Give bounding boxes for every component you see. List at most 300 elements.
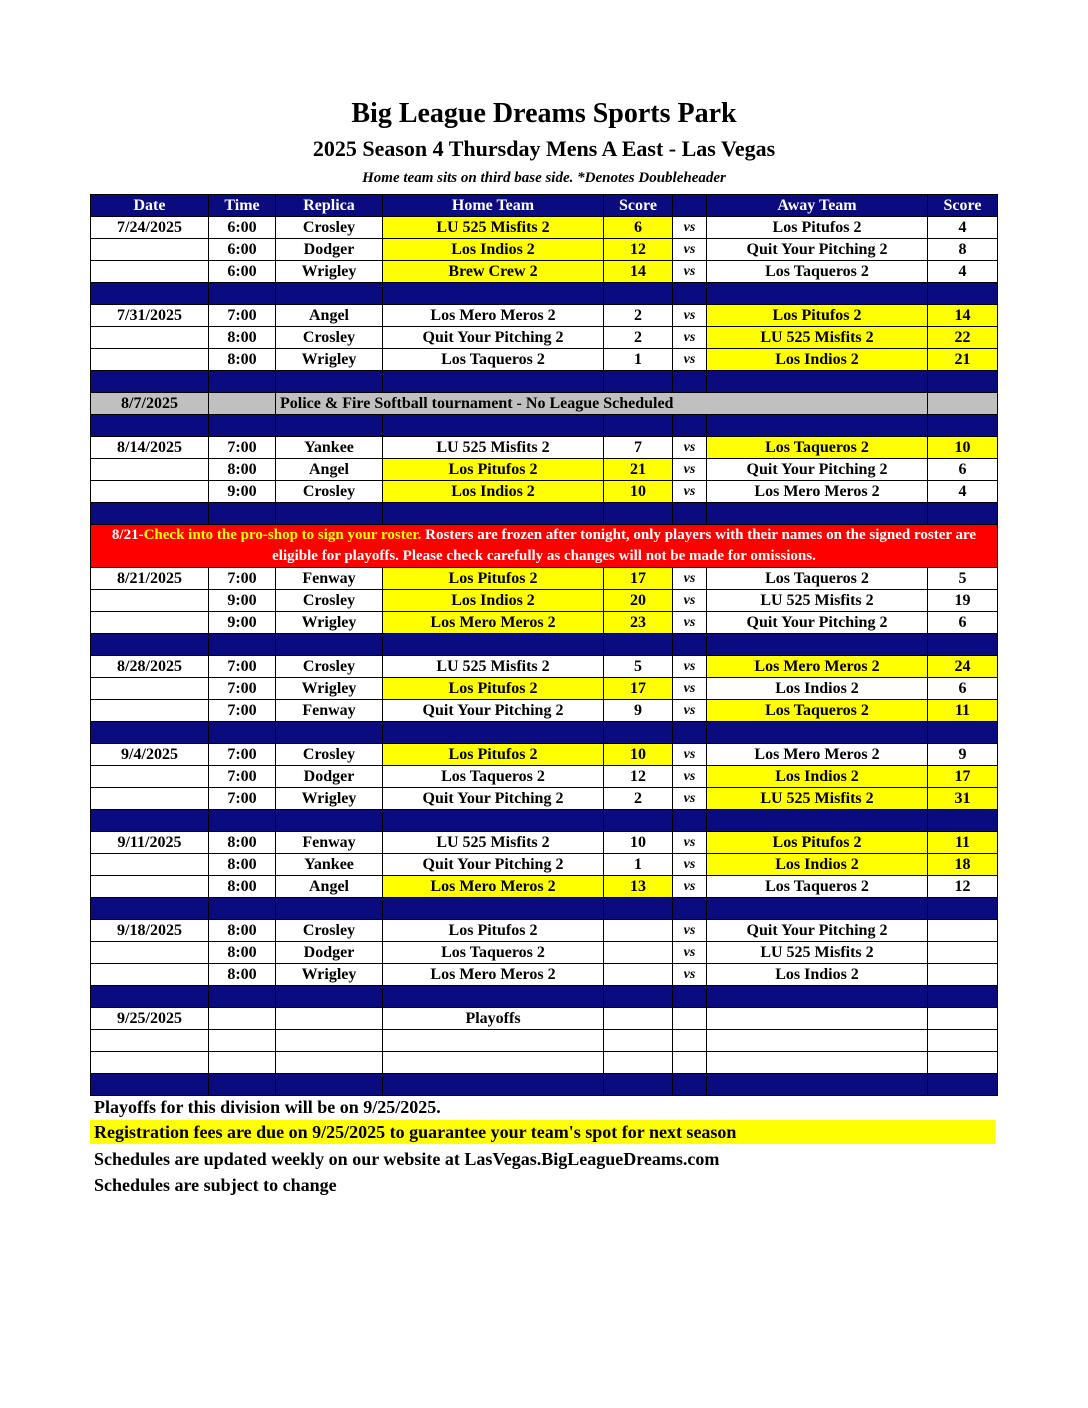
time-cell: 8:00 — [209, 832, 276, 854]
away-score-cell: 11 — [928, 832, 998, 854]
game-row — [91, 612, 998, 634]
date-cell — [91, 788, 209, 810]
separator-row — [91, 283, 998, 305]
separator-cell — [276, 722, 383, 744]
separator-cell — [604, 986, 673, 1008]
separator-cell — [604, 722, 673, 744]
home-score-cell: 10 — [604, 481, 673, 503]
separator-cell — [928, 898, 998, 920]
away-score-cell: 4 — [928, 217, 998, 239]
home-score-cell — [604, 964, 673, 986]
home-team-cell: Los Mero Meros 2 — [383, 876, 604, 898]
separator-cell — [604, 1074, 673, 1096]
separator-cell — [604, 415, 673, 437]
time-cell: 8:00 — [209, 854, 276, 876]
date-cell — [91, 854, 209, 876]
notice-text: Rosters are frozen after tonight, only players with their names on the signed roster are eligible for playoffs. Please check carefully as changes will not be made for omissions. — [272, 527, 977, 564]
away-score-cell: 14 — [928, 305, 998, 327]
separator-cell — [91, 722, 209, 744]
replica-field-cell: Fenway — [276, 700, 383, 722]
separator-cell — [383, 1074, 604, 1096]
away-team-cell: Los Mero Meros 2 — [707, 744, 928, 766]
game-row — [91, 305, 998, 327]
separator-cell — [209, 986, 276, 1008]
no-games-row — [91, 393, 998, 415]
away-score-cell — [928, 920, 998, 942]
separator-cell — [707, 634, 928, 656]
replica-field-cell: Dodger — [276, 239, 383, 261]
away-team-cell: Quit Your Pitching 2 — [707, 920, 928, 942]
col-home-team-header: Home Team — [383, 195, 604, 217]
separator-cell — [91, 503, 209, 525]
date-cell: 7/31/2025 — [91, 305, 209, 327]
game-row — [91, 349, 998, 371]
separator-cell — [276, 1074, 383, 1096]
away-team-cell: Quit Your Pitching 2 — [707, 612, 928, 634]
separator-cell — [383, 371, 604, 393]
vs-cell: vs — [673, 239, 707, 261]
date-cell — [91, 459, 209, 481]
separator-cell — [673, 371, 707, 393]
home-team-cell: Los Pitufos 2 — [383, 459, 604, 481]
home-team-cell: Los Taqueros 2 — [383, 942, 604, 964]
replica-field-cell: Dodger — [276, 766, 383, 788]
away-team-cell: Los Taqueros 2 — [707, 437, 928, 459]
schedule-body — [91, 217, 998, 1096]
vs-cell: vs — [673, 217, 707, 239]
away-team-cell: LU 525 Misfits 2 — [707, 327, 928, 349]
away-score-cell: 5 — [928, 568, 998, 590]
separator-cell — [276, 810, 383, 832]
blank-row — [91, 1052, 998, 1074]
home-score-cell: 13 — [604, 876, 673, 898]
separator-cell — [928, 810, 998, 832]
away-score-cell: 11 — [928, 700, 998, 722]
replica-field-cell: Fenway — [276, 832, 383, 854]
separator-cell — [928, 722, 998, 744]
away-score-cell: 24 — [928, 656, 998, 678]
away-score-cell: 18 — [928, 854, 998, 876]
replica-field-cell: Wrigley — [276, 678, 383, 700]
game-row — [91, 832, 998, 854]
away-team-cell: Quit Your Pitching 2 — [707, 239, 928, 261]
game-row — [91, 656, 998, 678]
separator-cell — [209, 503, 276, 525]
col-replica-header: Replica — [276, 195, 383, 217]
vs-cell: vs — [673, 744, 707, 766]
blank-cell — [276, 1030, 383, 1052]
date-cell — [91, 700, 209, 722]
time-cell — [209, 393, 276, 415]
time-cell: 8:00 — [209, 327, 276, 349]
away-team-cell: Los Indios 2 — [707, 964, 928, 986]
blank-cell — [91, 1052, 209, 1074]
separator-row — [91, 371, 998, 393]
home-score-cell: 10 — [604, 832, 673, 854]
home-score-cell: 2 — [604, 305, 673, 327]
separator-cell — [91, 810, 209, 832]
home-team-cell: Los Mero Meros 2 — [383, 305, 604, 327]
vs-cell: vs — [673, 942, 707, 964]
time-cell — [209, 1008, 276, 1030]
home-team-cell: Quit Your Pitching 2 — [383, 327, 604, 349]
vs-cell — [673, 1008, 707, 1030]
game-row — [91, 920, 998, 942]
col-date-header: Date — [91, 195, 209, 217]
time-cell: 7:00 — [209, 700, 276, 722]
home-team-cell: Los Pitufos 2 — [383, 920, 604, 942]
blank-cell — [928, 1052, 998, 1074]
away-score-cell: 6 — [928, 612, 998, 634]
replica-field-cell: Yankee — [276, 437, 383, 459]
separator-cell — [673, 722, 707, 744]
no-games-message: Police & Fire Softball tournament - No League Scheduled — [276, 393, 928, 415]
replica-field-cell: Crosley — [276, 217, 383, 239]
separator-cell — [276, 986, 383, 1008]
separator-cell — [673, 810, 707, 832]
separator-cell — [707, 1074, 928, 1096]
playoffs-label: Playoffs — [383, 1008, 604, 1030]
page-title: Big League Dreams Sports Park — [351, 98, 737, 129]
col-time-header: Time — [209, 195, 276, 217]
separator-cell — [383, 722, 604, 744]
replica-field-cell: Angel — [276, 459, 383, 481]
date-cell: 8/28/2025 — [91, 656, 209, 678]
date-cell: 8/14/2025 — [91, 437, 209, 459]
vs-cell: vs — [673, 612, 707, 634]
separator-row — [91, 503, 998, 525]
away-score-cell — [928, 1008, 998, 1030]
date-cell — [91, 678, 209, 700]
time-cell: 7:00 — [209, 568, 276, 590]
blank-cell — [673, 1030, 707, 1052]
home-score-cell: 12 — [604, 239, 673, 261]
replica-field-cell: Fenway — [276, 568, 383, 590]
col-away-team-header: Away Team — [707, 195, 928, 217]
separator-cell — [209, 722, 276, 744]
replica-field-cell: Angel — [276, 876, 383, 898]
home-team-cell: Los Indios 2 — [383, 481, 604, 503]
game-row — [91, 700, 998, 722]
date-cell — [91, 261, 209, 283]
separator-cell — [707, 722, 928, 744]
vs-cell: vs — [673, 590, 707, 612]
vs-cell: vs — [673, 678, 707, 700]
separator-cell — [604, 898, 673, 920]
date-cell: 9/25/2025 — [91, 1008, 209, 1030]
separator-cell — [707, 810, 928, 832]
home-score-cell: 14 — [604, 261, 673, 283]
game-row — [91, 327, 998, 349]
home-team-cell: Los Indios 2 — [383, 590, 604, 612]
separator-cell — [383, 503, 604, 525]
away-team-cell: Los Indios 2 — [707, 766, 928, 788]
vs-cell: vs — [673, 349, 707, 371]
away-team-cell — [707, 1008, 928, 1030]
away-score-cell: 8 — [928, 239, 998, 261]
away-team-cell: LU 525 Misfits 2 — [707, 788, 928, 810]
col-home-score-header: Score — [604, 195, 673, 217]
game-row — [91, 854, 998, 876]
notice-date: 8/21- — [111, 527, 144, 543]
away-team-cell: Los Taqueros 2 — [707, 876, 928, 898]
separator-cell — [276, 371, 383, 393]
game-row — [91, 788, 998, 810]
away-score-cell: 17 — [928, 766, 998, 788]
replica-field-cell: Wrigley — [276, 261, 383, 283]
separator-cell — [91, 283, 209, 305]
blank-cell — [604, 1030, 673, 1052]
away-score-cell — [928, 964, 998, 986]
separator-row — [91, 986, 998, 1008]
separator-cell — [928, 634, 998, 656]
date-cell: 8/21/2025 — [91, 568, 209, 590]
separator-cell — [91, 371, 209, 393]
vs-cell: vs — [673, 568, 707, 590]
vs-cell: vs — [673, 437, 707, 459]
home-score-cell: 12 — [604, 766, 673, 788]
home-team-cell: Los Mero Meros 2 — [383, 612, 604, 634]
separator-cell — [673, 283, 707, 305]
blank-cell — [707, 1030, 928, 1052]
vs-cell: vs — [673, 700, 707, 722]
date-cell — [91, 481, 209, 503]
separator-row — [91, 810, 998, 832]
away-score-cell: 4 — [928, 481, 998, 503]
table-header-row — [91, 195, 998, 217]
replica-field-cell: Dodger — [276, 942, 383, 964]
away-score-cell — [928, 393, 998, 415]
separator-cell — [707, 503, 928, 525]
separator-cell — [673, 503, 707, 525]
page-subtitle: 2025 Season 4 Thursday Mens A East - Las Vegas — [312, 136, 776, 161]
separator-cell — [209, 1074, 276, 1096]
time-cell: 7:00 — [209, 437, 276, 459]
replica-field-cell: Crosley — [276, 744, 383, 766]
date-cell — [91, 239, 209, 261]
replica-field-cell: Crosley — [276, 920, 383, 942]
separator-cell — [91, 1074, 209, 1096]
date-cell — [91, 876, 209, 898]
blank-cell — [276, 1052, 383, 1074]
separator-cell — [928, 986, 998, 1008]
game-row — [91, 217, 998, 239]
replica-field-cell: Angel — [276, 305, 383, 327]
away-team-cell: Los Taqueros 2 — [707, 700, 928, 722]
separator-cell — [707, 898, 928, 920]
away-score-cell: 6 — [928, 459, 998, 481]
separator-cell — [707, 371, 928, 393]
away-score-cell: 10 — [928, 437, 998, 459]
date-cell: 9/11/2025 — [91, 832, 209, 854]
col-away-score-header: Score — [928, 195, 998, 217]
game-row — [91, 459, 998, 481]
vs-cell: vs — [673, 656, 707, 678]
away-score-cell: 12 — [928, 876, 998, 898]
away-team-cell: LU 525 Misfits 2 — [707, 590, 928, 612]
away-team-cell: Los Pitufos 2 — [707, 217, 928, 239]
date-cell — [91, 327, 209, 349]
vs-cell: vs — [673, 261, 707, 283]
home-score-cell: 1 — [604, 854, 673, 876]
away-score-cell: 6 — [928, 678, 998, 700]
away-team-cell: Los Taqueros 2 — [707, 568, 928, 590]
date-cell — [91, 349, 209, 371]
separator-cell — [604, 283, 673, 305]
game-row — [91, 481, 998, 503]
time-cell: 7:00 — [209, 788, 276, 810]
time-cell: 9:00 — [209, 612, 276, 634]
separator-cell — [383, 810, 604, 832]
time-cell: 7:00 — [209, 305, 276, 327]
separator-row — [91, 722, 998, 744]
game-row — [91, 261, 998, 283]
away-team-cell: Los Mero Meros 2 — [707, 656, 928, 678]
home-team-cell: Los Taqueros 2 — [383, 766, 604, 788]
home-team-cell: LU 525 Misfits 2 — [383, 437, 604, 459]
separator-cell — [209, 415, 276, 437]
away-score-cell: 31 — [928, 788, 998, 810]
replica-field-cell: Wrigley — [276, 964, 383, 986]
separator-row — [91, 634, 998, 656]
replica-field-cell: Crosley — [276, 590, 383, 612]
blank-cell — [209, 1030, 276, 1052]
home-team-cell: Los Pitufos 2 — [383, 678, 604, 700]
separator-cell — [928, 1074, 998, 1096]
vs-cell: vs — [673, 788, 707, 810]
separator-cell — [91, 415, 209, 437]
away-score-cell: 19 — [928, 590, 998, 612]
separator-cell — [91, 986, 209, 1008]
away-score-cell: 4 — [928, 261, 998, 283]
vs-cell: vs — [673, 876, 707, 898]
separator-cell — [673, 986, 707, 1008]
home-team-cell: Los Taqueros 2 — [383, 349, 604, 371]
time-cell: 8:00 — [209, 942, 276, 964]
home-team-cell: Los Pitufos 2 — [383, 568, 604, 590]
away-team-cell: Los Pitufos 2 — [707, 832, 928, 854]
date-cell: 8/7/2025 — [91, 393, 209, 415]
time-cell: 7:00 — [209, 678, 276, 700]
separator-cell — [276, 415, 383, 437]
vs-cell: vs — [673, 766, 707, 788]
blank-row — [91, 1030, 998, 1052]
time-cell: 7:00 — [209, 656, 276, 678]
time-cell: 8:00 — [209, 876, 276, 898]
time-cell: 8:00 — [209, 964, 276, 986]
separator-cell — [707, 283, 928, 305]
footer-website-note: Schedules are updated weekly on our website at LasVegas.BigLeagueDreams.com — [94, 1149, 720, 1169]
roster-notice — [91, 525, 998, 568]
blank-cell — [673, 1052, 707, 1074]
date-cell — [91, 964, 209, 986]
home-score-cell: 2 — [604, 788, 673, 810]
separator-cell — [91, 634, 209, 656]
replica-field-cell: Crosley — [276, 327, 383, 349]
away-team-cell: Los Taqueros 2 — [707, 261, 928, 283]
separator-cell — [276, 503, 383, 525]
separator-cell — [276, 634, 383, 656]
blank-cell — [707, 1052, 928, 1074]
separator-cell — [209, 810, 276, 832]
game-row — [91, 437, 998, 459]
time-cell: 8:00 — [209, 349, 276, 371]
home-score-cell: 6 — [604, 217, 673, 239]
away-team-cell: Los Indios 2 — [707, 349, 928, 371]
game-row — [91, 239, 998, 261]
replica-field-cell: Crosley — [276, 481, 383, 503]
separator-cell — [673, 634, 707, 656]
home-team-cell: Quit Your Pitching 2 — [383, 854, 604, 876]
separator-cell — [604, 634, 673, 656]
home-score-cell: 23 — [604, 612, 673, 634]
home-team-cell: Quit Your Pitching 2 — [383, 788, 604, 810]
away-score-cell — [928, 942, 998, 964]
separator-cell — [91, 898, 209, 920]
replica-field-cell: Wrigley — [276, 788, 383, 810]
separator-cell — [209, 283, 276, 305]
away-score-cell: 21 — [928, 349, 998, 371]
vs-cell: vs — [673, 327, 707, 349]
playoffs-row — [91, 1008, 998, 1030]
date-cell: 9/18/2025 — [91, 920, 209, 942]
time-cell: 9:00 — [209, 481, 276, 503]
home-team-cell: LU 525 Misfits 2 — [383, 656, 604, 678]
vs-cell: vs — [673, 305, 707, 327]
date-cell: 7/24/2025 — [91, 217, 209, 239]
separator-cell — [383, 898, 604, 920]
home-team-cell: Los Pitufos 2 — [383, 744, 604, 766]
home-score-cell: 17 — [604, 568, 673, 590]
separator-cell — [707, 986, 928, 1008]
home-team-cell: Quit Your Pitching 2 — [383, 700, 604, 722]
vs-cell: vs — [673, 854, 707, 876]
away-score-cell: 22 — [928, 327, 998, 349]
away-team-cell: Los Indios 2 — [707, 854, 928, 876]
replica-field-cell — [276, 1008, 383, 1030]
home-score-cell — [604, 942, 673, 964]
separator-cell — [383, 283, 604, 305]
separator-cell — [928, 503, 998, 525]
separator-cell — [928, 371, 998, 393]
home-score-cell: 21 — [604, 459, 673, 481]
blank-cell — [383, 1052, 604, 1074]
replica-field-cell: Wrigley — [276, 349, 383, 371]
roster-notice-row — [91, 525, 998, 568]
game-row — [91, 590, 998, 612]
date-cell — [91, 766, 209, 788]
home-score-cell — [604, 1008, 673, 1030]
separator-cell — [604, 503, 673, 525]
game-row — [91, 678, 998, 700]
away-team-cell: Los Indios 2 — [707, 678, 928, 700]
separator-cell — [928, 283, 998, 305]
blank-cell — [383, 1030, 604, 1052]
vs-cell: vs — [673, 920, 707, 942]
time-cell: 7:00 — [209, 744, 276, 766]
separator-cell — [673, 415, 707, 437]
home-score-cell: 5 — [604, 656, 673, 678]
replica-field-cell: Yankee — [276, 854, 383, 876]
date-cell: 9/4/2025 — [91, 744, 209, 766]
time-cell: 7:00 — [209, 766, 276, 788]
notice-highlight: Check into the pro-shop to sign your roster. — [143, 527, 422, 543]
vs-cell: vs — [673, 832, 707, 854]
blank-cell — [209, 1052, 276, 1074]
time-cell: 6:00 — [209, 261, 276, 283]
separator-cell — [383, 415, 604, 437]
date-cell — [91, 590, 209, 612]
